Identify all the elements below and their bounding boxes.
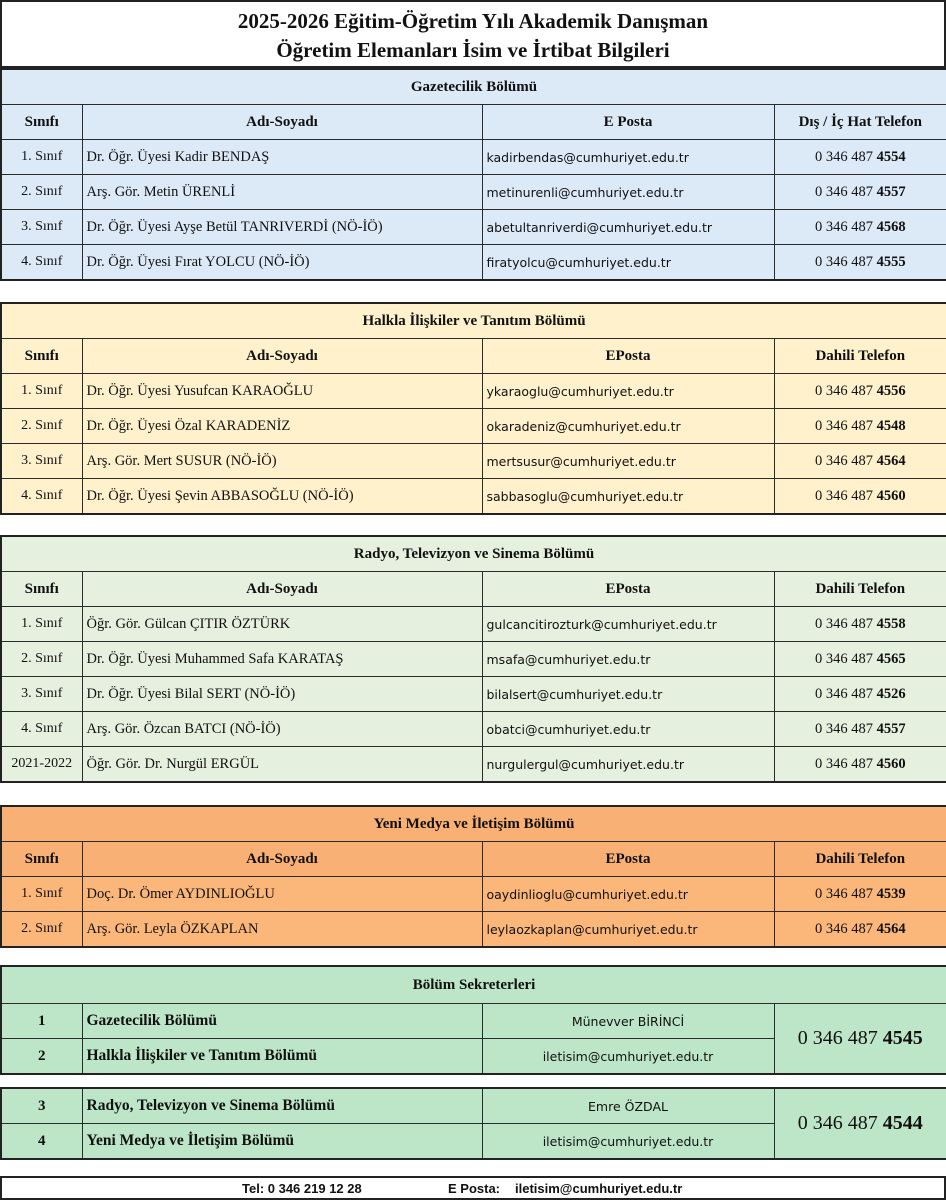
section-header-row (1, 69, 946, 105)
phone-prefix: 0 346 487 (814, 650, 873, 667)
table-row (1, 245, 946, 281)
col-header-email: EPosta (482, 842, 774, 877)
phone-prefix: 0 346 487 (814, 720, 873, 737)
name-cell: Arş. Gör. Metin ÜRENLİ (82, 175, 482, 210)
phone-cell (774, 877, 946, 912)
phone-prefix: 0 346 487 (814, 382, 873, 399)
phone-prefix: 0 346 487 (797, 1112, 878, 1134)
secretary-phone (774, 1004, 946, 1075)
column-header-row (1, 339, 946, 374)
phone-ext: 4548 (876, 417, 906, 434)
email-link[interactable]: abetultanriverdi@cumhuriyet.edu.tr (482, 210, 774, 245)
secretary-no: 2 (1, 1039, 82, 1075)
col-header-class: Sınıfı (1, 339, 82, 374)
section-title: Gazetecilik Bölümü (1, 69, 946, 105)
section-title: Yeni Medya ve İletişim Bölümü (1, 806, 946, 842)
email-link[interactable]: leylaozkaplan@cumhuriyet.edu.tr (482, 912, 774, 948)
phone-ext: 4564 (876, 452, 906, 469)
secretary-email-link[interactable]: iletisim@cumhuriyet.edu.tr (482, 1039, 774, 1075)
phone-cell (774, 210, 946, 245)
secretary-no: 4 (1, 1124, 82, 1160)
document-title (0, 0, 946, 68)
email-link[interactable]: obatci@cumhuriyet.edu.tr (482, 712, 774, 747)
col-header-phone: Dahili Telefon (774, 572, 946, 607)
phone-prefix: 0 346 487 (814, 452, 873, 469)
name-cell: Dr. Öğr. Üyesi Kadir BENDAŞ (82, 140, 482, 175)
email-link[interactable]: mertsusur@cumhuriyet.edu.tr (482, 444, 774, 479)
phone-ext: 4557 (876, 183, 906, 200)
secretary-no: 3 (1, 1088, 82, 1124)
phone-ext: 4554 (876, 148, 906, 165)
phone-cell (774, 747, 946, 783)
section-title: Halkla İlişkiler ve Tanıtım Bölümü (1, 303, 946, 339)
secretaries-table-2 (0, 1087, 946, 1160)
secretary-dept: Radyo, Televizyon ve Sinema Bölümü (82, 1088, 482, 1124)
secretary-dept: Gazetecilik Bölümü (82, 1004, 482, 1039)
secretary-name: Münevver BİRİNCİ (482, 1004, 774, 1039)
name-cell: Dr. Öğr. Üyesi Özal KARADENİZ (82, 409, 482, 444)
table-row (1, 712, 946, 747)
phone-cell (774, 642, 946, 677)
table-row (1, 444, 946, 479)
col-header-phone: Dahili Telefon (774, 842, 946, 877)
email-link[interactable]: ykaraoglu@cumhuriyet.edu.tr (482, 374, 774, 409)
section-title: Radyo, Televizyon ve Sinema Bölümü (1, 536, 946, 572)
table-row (1, 409, 946, 444)
class-cell: 2. Sınıf (1, 642, 82, 677)
email-link[interactable]: okaradeniz@cumhuriyet.edu.tr (482, 409, 774, 444)
table-row (1, 677, 946, 712)
name-cell: Öğr. Gör. Gülcan ÇITIR ÖZTÜRK (82, 607, 482, 642)
name-cell: Dr. Öğr. Üyesi Ayşe Betül TANRIVERDİ (NÖ-İÖ) (82, 210, 482, 245)
table-row (1, 1088, 946, 1124)
name-cell: Dr. Öğr. Üyesi Şevin ABBASOĞLU (NÖ-İÖ) (82, 479, 482, 515)
col-header-name: Adı-Soyadı (82, 572, 482, 607)
email-link[interactable]: nurgulergul@cumhuriyet.edu.tr (482, 747, 774, 783)
footer-email-link[interactable]: iletisim@cumhuriyet.edu.tr (515, 1181, 683, 1196)
name-cell: Arş. Gör. Özcan BATCI (NÖ-İÖ) (82, 712, 482, 747)
footer-tel: Tel: 0 346 219 12 28 (242, 1181, 362, 1196)
phone-cell (774, 140, 946, 175)
class-cell: 3. Sınıf (1, 210, 82, 245)
name-cell: Doç. Dr. Ömer AYDINLIOĞLU (82, 877, 482, 912)
phone-ext: 4565 (876, 650, 906, 667)
table-row (1, 210, 946, 245)
email-link[interactable]: metinurenli@cumhuriyet.edu.tr (482, 175, 774, 210)
section-yeni-medya-table (0, 805, 946, 948)
phone-prefix: 0 346 487 (814, 417, 873, 434)
class-cell: 3. Sınıf (1, 444, 82, 479)
table-row (1, 140, 946, 175)
phone-cell (774, 712, 946, 747)
class-cell: 4. Sınıf (1, 245, 82, 281)
class-cell: 3. Sınıf (1, 677, 82, 712)
name-cell: Öğr. Gör. Dr. Nurgül ERGÜL (82, 747, 482, 783)
col-header-phone: Dahili Telefon (774, 339, 946, 374)
class-cell: 4. Sınıf (1, 712, 82, 747)
email-link[interactable]: gulcancitirozturk@cumhuriyet.edu.tr (482, 607, 774, 642)
table-row (1, 877, 946, 912)
col-header-email: EPosta (482, 339, 774, 374)
class-cell: 1. Sınıf (1, 374, 82, 409)
secretary-email-link[interactable]: iletisim@cumhuriyet.edu.tr (482, 1124, 774, 1160)
phone-cell (774, 374, 946, 409)
phone-cell (774, 479, 946, 515)
phone-cell (774, 677, 946, 712)
table-row (1, 479, 946, 515)
col-header-phone: Dış / İç Hat Telefon (774, 105, 946, 140)
name-cell: Dr. Öğr. Üyesi Bilal SERT (NÖ-İÖ) (82, 677, 482, 712)
phone-ext: 4560 (876, 487, 906, 504)
phone-prefix: 0 346 487 (814, 685, 873, 702)
phone-ext: 4564 (876, 920, 906, 937)
phone-ext: 4539 (876, 885, 906, 902)
phone-cell (774, 912, 946, 948)
column-header-row (1, 842, 946, 877)
section-halkla-table (0, 302, 946, 515)
phone-ext: 4544 (882, 1112, 923, 1134)
phone-cell (774, 409, 946, 444)
class-cell: 1. Sınıf (1, 140, 82, 175)
footer-email-label: E Posta: (448, 1181, 501, 1196)
section-gazetecilik-table (0, 68, 946, 281)
phone-prefix: 0 346 487 (814, 148, 873, 165)
table-row (1, 1004, 946, 1039)
section-header-row (1, 536, 946, 572)
phone-cell (774, 444, 946, 479)
name-cell: Arş. Gör. Leyla ÖZKAPLAN (82, 912, 482, 948)
section-radyo-table (0, 535, 946, 783)
secretaries-title: Bölüm Sekreterleri (1, 966, 946, 1004)
col-header-class: Sınıfı (1, 842, 82, 877)
phone-ext: 4556 (876, 382, 906, 399)
email-link[interactable]: bilalsert@cumhuriyet.edu.tr (482, 677, 774, 712)
secretary-name: Emre ÖZDAL (482, 1088, 774, 1124)
table-row (1, 175, 946, 210)
phone-prefix: 0 346 487 (814, 885, 873, 902)
phone-cell (774, 175, 946, 210)
col-header-class: Sınıfı (1, 105, 82, 140)
section-header-row (1, 806, 946, 842)
table-row (1, 607, 946, 642)
phone-prefix: 0 346 487 (814, 183, 873, 200)
footer-contact-bar (0, 1176, 946, 1200)
class-cell: 1. Sınıf (1, 607, 82, 642)
phone-cell (774, 245, 946, 281)
col-header-name: Adı-Soyadı (82, 339, 482, 374)
phone-ext: 4560 (876, 755, 906, 772)
table-row (1, 912, 946, 948)
class-cell: 1. Sınıf (1, 877, 82, 912)
phone-prefix: 0 346 487 (797, 1027, 878, 1049)
name-cell: Arş. Gör. Mert SUSUR (NÖ-İÖ) (82, 444, 482, 479)
title-line-1: 2025-2026 Eğitim-Öğretim Yılı Akademik Danışman (237, 9, 709, 33)
col-header-name: Adı-Soyadı (82, 842, 482, 877)
secretary-phone (774, 1088, 946, 1159)
class-cell: 2. Sınıf (1, 409, 82, 444)
name-cell: Dr. Öğr. Üyesi Fırat YOLCU (NÖ-İÖ) (82, 245, 482, 281)
email-link[interactable]: firatyolcu@cumhuriyet.edu.tr (482, 245, 774, 281)
phone-ext: 4555 (876, 253, 906, 270)
name-cell: Dr. Öğr. Üyesi Muhammed Safa KARATAŞ (82, 642, 482, 677)
class-cell: 2021-2022 (1, 747, 82, 783)
phone-prefix: 0 346 487 (814, 218, 873, 235)
phone-prefix: 0 346 487 (814, 755, 873, 772)
phone-ext: 4526 (876, 685, 906, 702)
col-header-class: Sınıfı (1, 572, 82, 607)
name-cell: Dr. Öğr. Üyesi Yusufcan KARAOĞLU (82, 374, 482, 409)
phone-ext: 4558 (876, 615, 906, 632)
table-row (1, 642, 946, 677)
secretaries-table-1 (0, 965, 946, 1075)
class-cell: 2. Sınıf (1, 912, 82, 948)
col-header-email: EPosta (482, 572, 774, 607)
section-header-row (1, 303, 946, 339)
class-cell: 4. Sınıf (1, 479, 82, 515)
phone-cell (774, 607, 946, 642)
secretary-no: 1 (1, 1004, 82, 1039)
email-link[interactable]: kadirbendas@cumhuriyet.edu.tr (482, 140, 774, 175)
phone-prefix: 0 346 487 (814, 487, 873, 504)
table-row (1, 747, 946, 783)
secretary-dept: Yeni Medya ve İletişim Bölümü (82, 1124, 482, 1160)
email-link[interactable]: msafa@cumhuriyet.edu.tr (482, 642, 774, 677)
phone-prefix: 0 346 487 (814, 615, 873, 632)
phone-ext: 4545 (882, 1027, 923, 1049)
phone-prefix: 0 346 487 (814, 920, 873, 937)
secretary-dept: Halkla İlişkiler ve Tanıtım Bölümü (82, 1039, 482, 1075)
email-link[interactable]: oaydinlioglu@cumhuriyet.edu.tr (482, 877, 774, 912)
phone-ext: 4568 (876, 218, 906, 235)
phone-prefix: 0 346 487 (814, 253, 873, 270)
col-header-name: Adı-Soyadı (82, 105, 482, 140)
table-row (1, 374, 946, 409)
phone-ext: 4557 (876, 720, 906, 737)
col-header-email: E Posta (482, 105, 774, 140)
email-link[interactable]: sabbasoglu@cumhuriyet.edu.tr (482, 479, 774, 515)
section-header-row (1, 966, 946, 1004)
column-header-row (1, 105, 946, 140)
class-cell: 2. Sınıf (1, 175, 82, 210)
title-line-2: Öğretim Elemanları İsim ve İrtibat Bilgileri (276, 38, 670, 62)
column-header-row (1, 572, 946, 607)
